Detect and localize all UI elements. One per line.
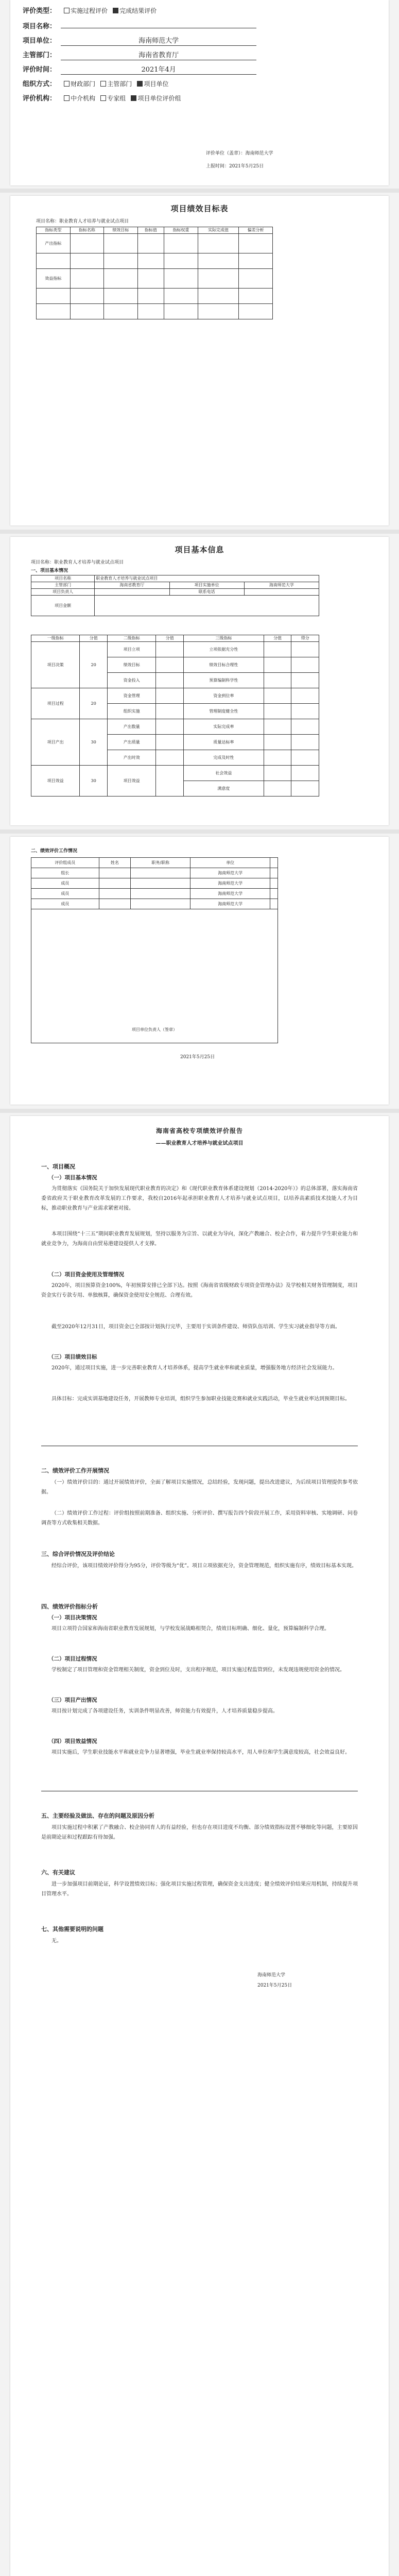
seal-text: 评价单位（盖章）：海南师范大学 (206, 151, 273, 156)
info-label: 项目负责人 (31, 589, 95, 596)
basic-title: 项目基本信息 (175, 545, 224, 554)
table-cell: 姓名 (99, 858, 130, 868)
page-separator (0, 829, 399, 834)
option-result: 完成结果评价 (119, 7, 157, 14)
report-title: 海南省高校专项绩效评价报告 (155, 1127, 243, 1134)
score-level1: 项目决策 (31, 642, 80, 688)
heading-decision: （一）项目决策情况 (48, 1615, 97, 1621)
score-value: 30 (80, 766, 108, 796)
authority-value: 海南省教育厅 (61, 49, 256, 60)
heading-goal: （三）项目绩效目标 (48, 1354, 97, 1360)
page-separator (0, 530, 399, 534)
table-cell: 海南师范大学 (190, 878, 270, 889)
table-cell: 职务/职称 (131, 858, 190, 868)
table-row (31, 575, 319, 582)
info-value: 职业教育人才培养与就业试点项目 (95, 575, 319, 582)
team-page (10, 837, 389, 1105)
score-level3: 实际完成率 (184, 719, 264, 735)
heading-benefit: （四）项目效益情况 (48, 1738, 97, 1744)
score-level2: 产出质量 (108, 735, 156, 750)
table-cell: 产出指标 (37, 234, 71, 253)
score-level2: 项目立项 (108, 642, 156, 657)
score-header-cell: 分值 (264, 635, 291, 642)
heading-eval: 二、绩效评价工作开展情况 (41, 1467, 109, 1474)
basic-section-1: 一、项目基本情况 (31, 568, 68, 573)
page-separator (0, 189, 399, 193)
table-row (31, 909, 278, 1043)
table-row (31, 596, 319, 616)
report-signoff: 海南师范大学 (257, 1973, 286, 1978)
option-finance: 财政部门 (71, 80, 96, 88)
goals-header-cell: 指标名称 (70, 227, 104, 234)
score-header-cell: 二级指标 (108, 635, 156, 642)
score-level3: 质量达标率 (184, 735, 264, 750)
goals-header-cell: 实际完成值 (198, 227, 239, 234)
score-value: 30 (80, 719, 108, 766)
score-table (31, 635, 319, 796)
table-cell: 海南师范大学 (190, 899, 270, 909)
score-header-cell: 三级指标 (184, 635, 264, 642)
report-signoff-date: 2021年5月25日 (257, 1983, 292, 1988)
table-row (31, 766, 319, 781)
org-form-label: 组织方式： (23, 80, 57, 88)
info-label: 项目实施单位 (169, 582, 244, 589)
score-level3: 预算编制科学性 (184, 673, 264, 688)
goals-header-cell: 偏差分析 (239, 227, 273, 234)
score-header-row (31, 635, 319, 642)
paragraph: 项目立项符合国家和海南省职业教育发展规划，与学校发展战略相契合，绩效目标明确、细化、量化，预算编制科学合理。 (51, 1626, 329, 1632)
table-row (31, 719, 319, 735)
table-cell: 成员 (31, 878, 99, 889)
table-cell: 海南师范大学 (190, 889, 270, 899)
table-row (31, 858, 278, 868)
paragraph: 截至2020年12月31日，项目资金已全部按计划执行完毕，主要用于实训条件建设、师资队伍培训、学生实习就业指导等方面。 (51, 1324, 340, 1330)
report-page (10, 1116, 389, 2576)
paragraph: 进一步加强项目前期论证，科学设置绩效目标；强化项目实施过程管理，确保资金支出进度；健全绩效评价结果应用机制，持续提升项目管理水平。 (41, 1882, 358, 1897)
score-level3: 绩效目标合理性 (184, 657, 264, 673)
score-level3: 完成及时性 (184, 750, 264, 766)
team-section: 二、绩效评价工作情况 (31, 849, 78, 854)
table-row (37, 253, 273, 269)
score-level2: 产出时效 (108, 750, 156, 766)
table-cell: 组长 (31, 868, 99, 878)
paragraph: 项目实施后，学生职业技能水平和就业竞争力显著增强，毕业生就业率保持较高水平，用人单位和学生满意度较高，社会效益良好。 (51, 1750, 350, 1755)
paragraph: 具体目标：完成实训基地建设任务，开展教师专业培训，组织学生参加职业技能竞赛和就业实践活动，毕业生就业率达到预期目标。 (51, 1396, 350, 1402)
option-agency: 中介机构 (71, 95, 96, 102)
authority-row (23, 49, 256, 60)
score-level1: 项目产出 (31, 719, 80, 766)
score-level2: 绩效目标 (108, 657, 156, 673)
table-row (31, 589, 319, 596)
score-level3: 社会效益 (184, 766, 264, 781)
table-cell: 效益指标 (37, 269, 71, 289)
basic-subtitle: 项目名称：职业教育人才培养与就业试点项目 (31, 560, 124, 565)
paragraph: 本项目围绕“十三五”期间职业教育发展规划，坚持以服务为宗旨、以就业为导向，深化产教融合、校企合作，着力提升学生职业能力和就业竞争力，为海南自由贸易港建设提供人才支撑。 (41, 1231, 358, 1247)
score-level3: 立项依据充分性 (184, 642, 264, 657)
checkbox-finance[interactable] (64, 81, 70, 87)
paragraph: 学校制定了项目管理和资金管理相关制度，资金到位及时，支出程序规范，项目实施过程监管到位，未发现违规使用资金的情况。 (51, 1667, 345, 1673)
project-name-label: 项目名称： (23, 23, 57, 30)
score-value: 20 (80, 642, 108, 688)
project-unit-label: 项目单位： (23, 37, 57, 45)
page-separator (0, 1109, 399, 1113)
basic-info-page (10, 537, 389, 825)
checkbox-unit-group[interactable] (131, 95, 136, 101)
heading-overview: 一、项目概况 (41, 1163, 75, 1170)
score-value: 20 (80, 688, 108, 719)
score-header-cell: 得分 (291, 635, 319, 642)
eval-type-label: 评价类型： (23, 7, 57, 15)
paragraph: 2020年，项目预算资金100%，年初预算安排已全部下达。按照《海南省省级财政专项资金管理办法》及学校相关财务管理制度，项目资金实行专款专用、单独核算，确保资金使用安全规范、合理有效。 (41, 1283, 358, 1298)
team-date: 2021年5月25日 (180, 1055, 215, 1060)
table-cell: 单位 (190, 858, 270, 868)
checkbox-agency[interactable] (64, 95, 70, 101)
heading-issues: 五、主要经验及做法、存在的问题及原因分析 (41, 1812, 154, 1819)
project-unit-row (23, 35, 256, 46)
paragraph: （一）绩效评价目的：通过开展绩效评价，全面了解项目实施情况，总结经验，发现问题，提出改进建议，为后续项目管理提供参考依据。 (41, 1480, 358, 1495)
eval-org-label: 评价机构： (23, 95, 57, 103)
option-process: 实施过程评价 (71, 7, 108, 14)
goals-header-cell: 绩效目标 (104, 227, 138, 234)
eval-time-label: 评价时间： (23, 66, 57, 74)
goals-table (36, 227, 273, 319)
eval-time-value: 2021年4月 (61, 64, 256, 75)
score-header-cell: 一级指标 (31, 635, 80, 642)
goals-header-cell: 指标权重 (164, 227, 198, 234)
score-level1: 项目过程 (31, 688, 80, 719)
table-row (31, 582, 319, 589)
goals-title: 项目绩效目标表 (170, 204, 229, 213)
info-label: 联系电话 (169, 589, 244, 596)
heading-process: （二）项目过程情况 (48, 1656, 97, 1662)
goals-page (10, 196, 389, 526)
info-value: 海南师范大学 (244, 582, 319, 589)
score-level1: 项目效益 (31, 766, 80, 796)
score-header-cell: 分值 (156, 635, 184, 642)
info-table (31, 575, 319, 616)
heading-other: 七、其他需要说明的问题 (41, 1926, 103, 1933)
checkbox-experts[interactable] (100, 95, 106, 101)
table-cell: 成员 (31, 889, 99, 899)
score-level2: 组织实施 (108, 704, 156, 719)
table-row (31, 688, 319, 704)
score-level2: 资金投入 (108, 673, 156, 688)
paragraph: 项目实施过程中积累了产教融合、校企协同育人的有益经验，但也存在项目进度不均衡、部分绩效指标设置不够细化等问题，主要原因是前期论证和过程跟踪有待加强。 (41, 1825, 358, 1840)
score-level2: 产出数量 (108, 719, 156, 735)
goals-header-row (37, 227, 273, 234)
heading-analysis: 四、绩效评价指标分析 (41, 1603, 98, 1610)
checkbox-process[interactable] (64, 8, 70, 13)
goals-header-cell: 指标类型 (37, 227, 71, 234)
paragraph: 经综合评价，该项目绩效评价得分为95分，评价等级为“优”。项目立项依据充分，资金管理规范，组织实施有序，绩效目标基本实现。 (51, 1563, 357, 1569)
score-level3: 满意度 (184, 781, 264, 796)
info-label: 项目名称 (31, 575, 95, 582)
checkbox-result[interactable] (113, 8, 118, 13)
table-row (31, 899, 278, 909)
table-row (37, 289, 273, 304)
info-value: 海南省教育厅 (95, 582, 169, 589)
org-form-row (23, 78, 168, 88)
heading-funds: （二）项目资金使用及管理情况 (48, 1272, 124, 1278)
table-cell: 评价组成员 (31, 858, 99, 868)
paragraph: 项目按计划完成了各项建设任务，实训条件明显改善，师资能力有效提升，人才培养质量稳步提高。 (51, 1708, 278, 1714)
option-experts: 专家组 (107, 95, 126, 102)
goals-subtitle: 项目名称：职业教育人才培养与就业试点项目 (36, 219, 129, 224)
cover-page (10, 0, 389, 185)
heading-result: 三、综合评价情况及评价结论 (41, 1551, 115, 1557)
option-authority: 主管部门 (107, 80, 132, 88)
info-label: 项目金额 (31, 596, 95, 616)
eval-type-row (23, 5, 157, 15)
table-cell: 成员 (31, 899, 99, 909)
paragraph: 为贯彻落实《国务院关于加快发展现代职业教育的决定》和《现代职业教育体系建设规划（2014-2020年）》的总体部署，落实海南省委省政府关于职业教育改革发展的工作要求，我校自2016年起承担职业教育人才培养与就业试点项目，以培养高素质技术技能人才为目标，推动职业教育与产业需求紧密对接。 (41, 1186, 358, 1211)
report-subtitle: ——职业教育人才培养与就业试点项目 (155, 1141, 244, 1146)
report-date: 上报时间：2021年5月25日 (206, 164, 264, 169)
team-table (31, 857, 278, 1043)
score-level3: 管理制度健全性 (184, 704, 264, 719)
eval-org-row (23, 93, 181, 103)
heading-output: （三）项目产出情况 (48, 1697, 97, 1703)
heading-basic: （一）项目基本情况 (48, 1175, 97, 1181)
project-name-row (23, 21, 256, 30)
eval-time-row (23, 64, 256, 75)
table-row (37, 304, 273, 319)
table-row (31, 889, 278, 899)
project-unit-value: 海南师范大学 (61, 35, 256, 46)
table-row (37, 269, 273, 289)
table-row (31, 868, 278, 878)
table-row (31, 642, 319, 657)
score-level2: 项目效益 (108, 766, 156, 796)
goals-header-cell: 指标值 (137, 227, 164, 234)
option-unit-group: 项目单位评价组 (137, 95, 181, 102)
authority-label: 主管部门： (23, 52, 57, 59)
paragraph: 无。 (51, 1938, 62, 1944)
team-signoff: 项目单位负责人（签章） (132, 1027, 177, 1032)
checkbox-authority[interactable] (100, 81, 106, 87)
paragraph: （二）绩效评价工作过程：评价组按照前期准备、组织实施、分析评价、撰写报告四个阶段开展工作，采用资料审核、实地调研、问卷调查等方式收集相关数据。 (41, 1511, 358, 1526)
paragraph: 2020年，通过项目实施，进一步完善职业教育人才培养体系，提高学生就业率和就业质量，增强服务地方经济社会发展能力。 (51, 1365, 338, 1371)
score-header-cell: 分值 (80, 635, 108, 642)
option-unit: 项目单位 (144, 80, 169, 88)
table-row (31, 878, 278, 889)
checkbox-unit[interactable] (137, 81, 143, 87)
info-label: 主管部门 (31, 582, 95, 589)
project-name-value (61, 27, 256, 28)
score-level3: 资金到位率 (184, 688, 264, 704)
table-cell: 海南师范大学 (190, 868, 270, 878)
table-row (37, 234, 273, 253)
heading-suggest: 六、有关建议 (41, 1869, 75, 1876)
score-level2: 资金管理 (108, 688, 156, 704)
